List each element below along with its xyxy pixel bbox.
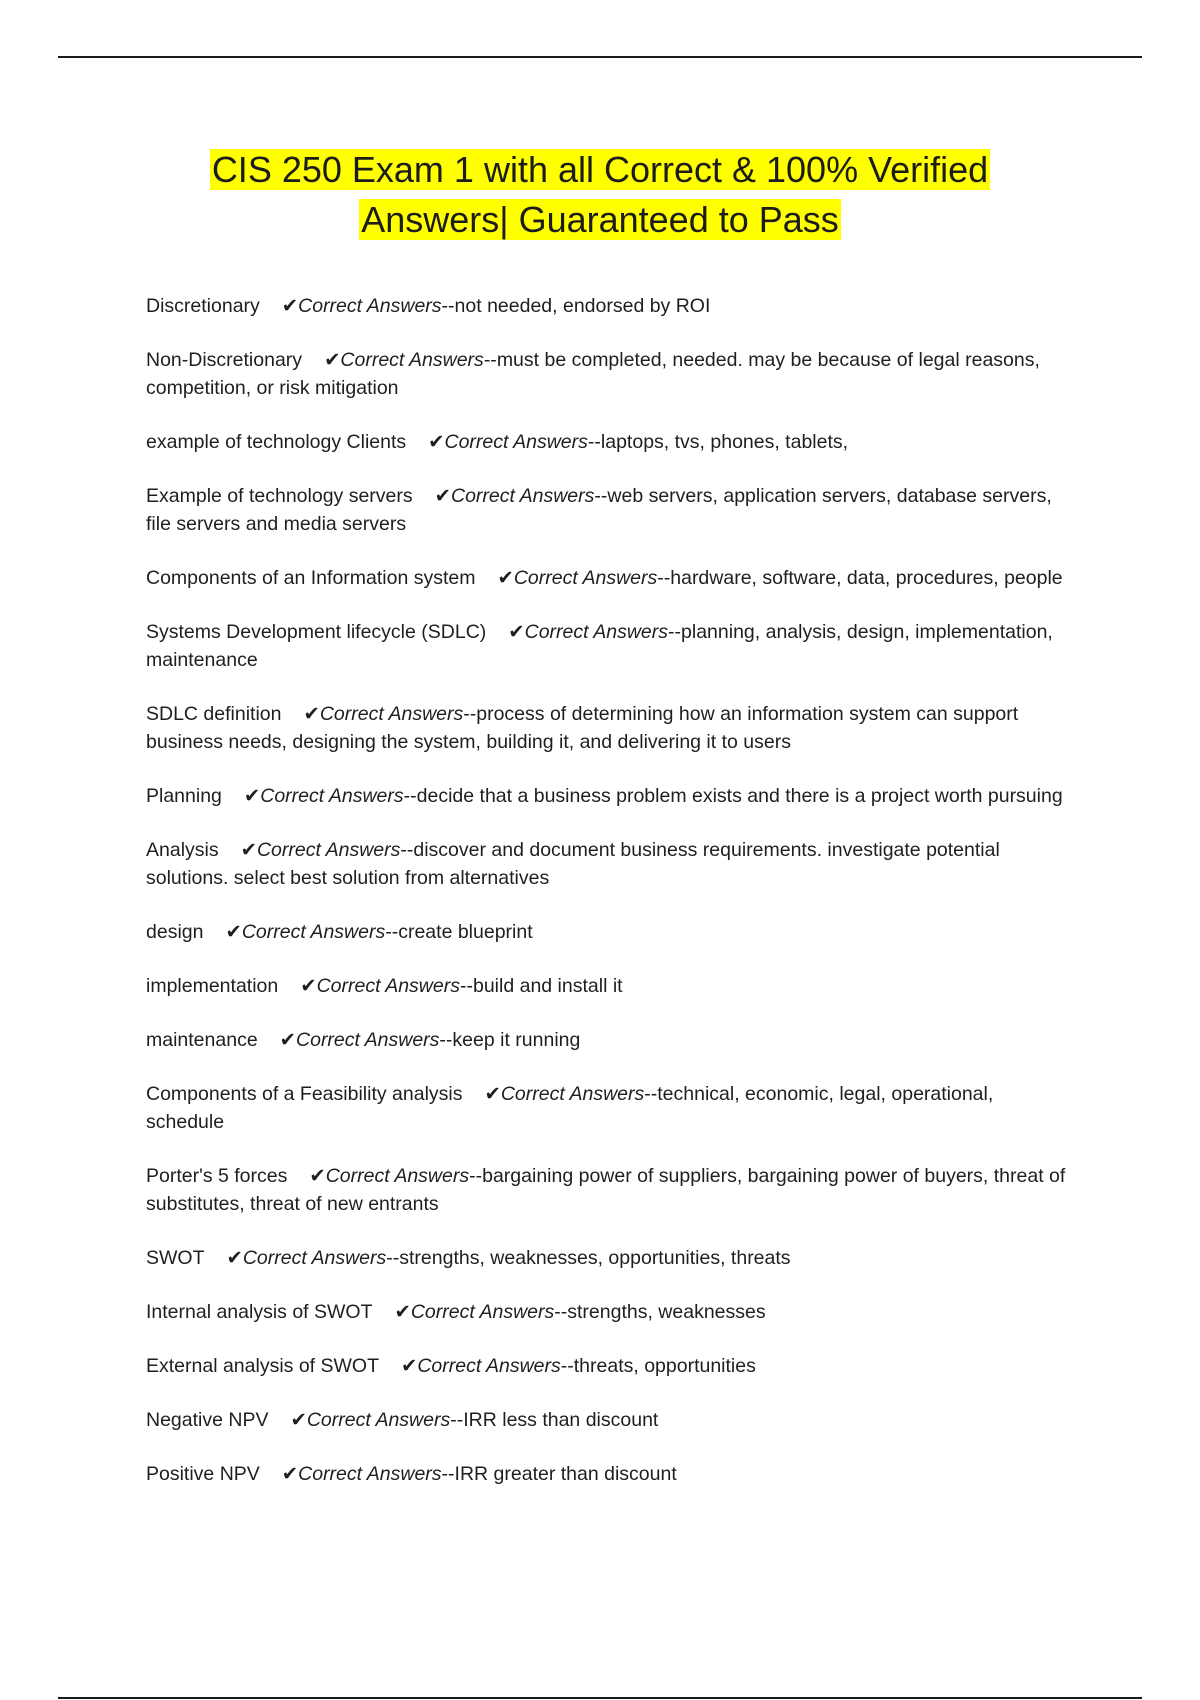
list-item (146, 346, 1066, 402)
term-label: Positive NPV (146, 1463, 260, 1485)
term-label: Discretionary (146, 295, 260, 317)
answer-separator: -- (483, 349, 497, 371)
term-label: External analysis of SWOT (146, 1355, 379, 1377)
answer-separator: -- (386, 1247, 400, 1269)
answer-separator: -- (469, 1165, 483, 1187)
term-label: Internal analysis of SWOT (146, 1301, 373, 1323)
answer-text: build and install it (472, 975, 623, 997)
list-item (146, 292, 1066, 320)
answer-text: keep it running (452, 1029, 581, 1051)
answer-text: bargaining power of suppliers, bargaining power of buyers, threat of substitutes, threat of new entrants (146, 1165, 1066, 1215)
correct-answers-label: Correct Answers (256, 839, 401, 861)
term-label: SWOT (146, 1247, 205, 1269)
answer-separator: -- (450, 1409, 464, 1431)
term-label: Analysis (146, 839, 219, 861)
checkmark-icon: ✔ (484, 1083, 501, 1105)
answer-separator: -- (400, 839, 414, 861)
checkmark-icon: ✔ (497, 567, 514, 589)
answer-separator: -- (644, 1083, 658, 1105)
term-label: Planning (146, 785, 222, 807)
list-item (146, 1080, 1066, 1136)
checkmark-icon: ✔ (508, 621, 525, 643)
correct-answers-label: Correct Answers (513, 567, 658, 589)
term-label: Components of a Feasibility analysis (146, 1083, 463, 1105)
checkmark-icon: ✔ (394, 1301, 411, 1323)
list-item (146, 428, 1066, 456)
correct-answers-label: Correct Answers (340, 349, 484, 371)
qa-list (146, 292, 1066, 1514)
answer-separator: -- (554, 1301, 568, 1323)
answer-text: must be completed, needed. may be because of legal reasons, competition, or risk mitigation (146, 349, 1040, 399)
checkmark-icon: ✔ (303, 703, 320, 725)
checkmark-icon: ✔ (243, 785, 261, 807)
answer-text: planning, analysis, design, implementation, maintenance (146, 621, 1053, 671)
list-item (146, 1244, 1066, 1272)
list-item (146, 482, 1066, 538)
answer-text: process of determining how an information system can support business needs, designing the system, building it, and delivering it to users (146, 703, 1019, 753)
list-item (146, 1026, 1066, 1054)
term-label: maintenance (146, 1029, 258, 1051)
answer-text: IRR less than discount (463, 1409, 659, 1431)
checkmark-icon: ✔ (401, 1355, 418, 1377)
checkmark-icon: ✔ (279, 1029, 297, 1051)
answer-separator: -- (560, 1355, 574, 1377)
answer-separator: -- (594, 485, 608, 507)
answer-text: technical, economic, legal, operational, schedule (146, 1083, 994, 1133)
term-label: implementation (146, 975, 279, 997)
answer-text: laptops, tvs, phones, tablets, (600, 431, 849, 453)
title-line-1: CIS 250 Exam 1 with all Correct & 100% Verified (211, 149, 989, 190)
answer-text: not needed, endorsed by ROI (454, 295, 711, 317)
checkmark-icon: ✔ (309, 1165, 326, 1187)
term-label: Example of technology servers (146, 485, 413, 507)
checkmark-icon: ✔ (226, 1247, 243, 1269)
answer-text: create blueprint (398, 921, 533, 943)
answer-text: strengths, weaknesses, opportunities, threats (399, 1247, 791, 1269)
correct-answers-label: Correct Answers (260, 785, 404, 807)
answer-separator: -- (385, 921, 399, 943)
term-label: design (146, 921, 204, 943)
answer-text: decide that a business problem exists and there is a project worth pursuing (416, 785, 1063, 807)
correct-answers-label: Correct Answers (524, 621, 669, 643)
list-item (146, 1298, 1066, 1326)
answer-separator: -- (459, 975, 473, 997)
answer-separator: -- (463, 703, 477, 725)
list-item (146, 782, 1066, 810)
correct-answers-label: Correct Answers (316, 975, 460, 997)
term-label: Systems Development lifecycle (SDLC) (146, 621, 487, 643)
answer-text: web servers, application servers, database servers, file servers and media servers (146, 485, 1052, 535)
term-label: SDLC definition (146, 703, 282, 725)
list-item (146, 972, 1066, 1000)
list-item (146, 1406, 1066, 1434)
answer-separator: -- (668, 621, 682, 643)
correct-answers-label: Correct Answers (417, 1355, 561, 1377)
answer-text: discover and document business requirements. investigate potential solutions. select best solution from alternatives (146, 839, 1000, 889)
answer-text: hardware, software, data, procedures, people (670, 567, 1063, 589)
list-item (146, 618, 1066, 674)
correct-answers-label: Correct Answers (306, 1409, 451, 1431)
correct-answers-label: Correct Answers (450, 485, 595, 507)
checkmark-icon: ✔ (225, 921, 242, 943)
term-label: Non-Discretionary (146, 349, 303, 371)
checkmark-icon: ✔ (434, 485, 451, 507)
correct-answers-label: Correct Answers (241, 921, 386, 943)
correct-answers-label: Correct Answers (410, 1301, 555, 1323)
correct-answers-label: Correct Answers (444, 431, 588, 453)
term-label: Components of an Information system (146, 567, 476, 589)
correct-answers-label: Correct Answers (319, 703, 464, 725)
answer-text: IRR greater than discount (454, 1463, 677, 1485)
list-item (146, 700, 1066, 756)
checkmark-icon: ✔ (281, 295, 299, 317)
title-line-2: Answers| Guaranteed to Pass (361, 199, 839, 240)
list-item (146, 918, 1066, 946)
correct-answers-label: Correct Answers (500, 1083, 645, 1105)
footer-rule (58, 1697, 1142, 1699)
checkmark-icon: ✔ (240, 839, 257, 861)
checkmark-icon: ✔ (324, 349, 341, 371)
checkmark-icon: ✔ (290, 1409, 307, 1431)
correct-answers-label: Correct Answers (325, 1165, 470, 1187)
answer-separator: -- (657, 567, 671, 589)
answer-separator: -- (441, 295, 455, 317)
correct-answers-label: Correct Answers (296, 1029, 440, 1051)
term-label: Porter's 5 forces (146, 1165, 288, 1187)
answer-text: strengths, weaknesses (567, 1301, 766, 1323)
correct-answers-label: Correct Answers (242, 1247, 387, 1269)
term-label: example of technology Clients (146, 431, 407, 453)
checkmark-icon: ✔ (300, 975, 317, 997)
answer-separator: -- (441, 1463, 455, 1485)
checkmark-icon: ✔ (428, 431, 445, 453)
list-item (146, 1352, 1066, 1380)
answer-separator: -- (403, 785, 417, 807)
correct-answers-label: Correct Answers (298, 1463, 442, 1485)
list-item (146, 1460, 1066, 1488)
page-title (100, 145, 1100, 245)
answer-separator: -- (439, 1029, 453, 1051)
correct-answers-label: Correct Answers (298, 295, 442, 317)
list-item (146, 836, 1066, 892)
list-item (146, 564, 1066, 592)
checkmark-icon: ✔ (281, 1463, 299, 1485)
list-item (146, 1162, 1066, 1218)
term-label: Negative NPV (146, 1409, 269, 1431)
answer-separator: -- (587, 431, 601, 453)
answer-text: threats, opportunities (573, 1355, 756, 1377)
header-rule (58, 56, 1142, 58)
